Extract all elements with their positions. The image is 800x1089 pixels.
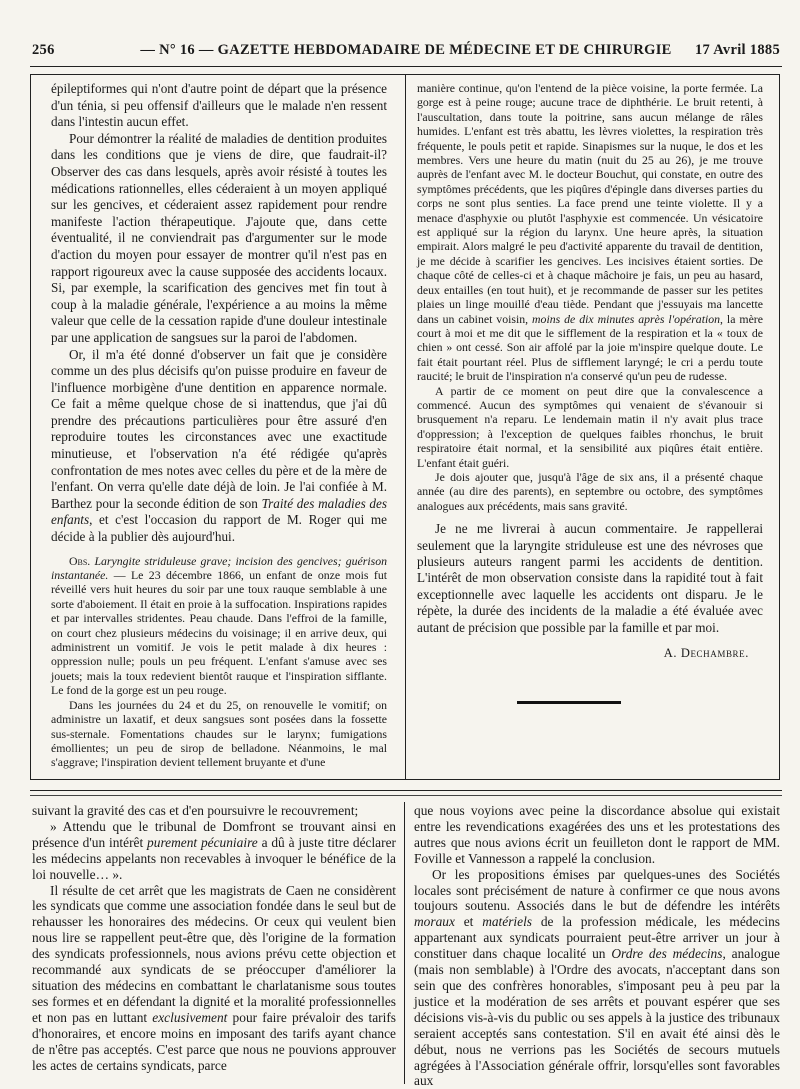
- paragraph-text: Or, il m'a été donné d'observer un fait que je considère comme un des plus décisifs qu'on puisse produire en faveur de l'influence morbigène d'une dentition en apparence normale. Ce fait a même quelque chose de si inattendus, que j'ai dû prendre des précautions particulières pour être assuré d'en reproduire toutes les circonstances avec une exactitude minutieuse, et l'observation n'a été rédigée qu'après confrontation de mes notes avec celles du père et de la mère de l'enfant. On verra qu'elle date déjà de loin. Je l'ai confiée à M. Barthez pour la seconde édition de son: [51, 346, 387, 511]
- emphasis: exclusivement: [152, 1009, 228, 1025]
- obs-title: Laryngite striduleuse grave; incision des gencives; guérison instantanée.: [51, 553, 387, 583]
- paragraph-text: , la mère court à moi et me dit que le sifflement de la respiration et la « toux de chien » ont cessé. Son air affolé par la joie m'inspire quelque doute. Le fait était pourtant réel. Plus de sifflement laryngé; le cri a perdu toute raucité; le bruit de l'inspiration n'a conservé qu'un peu de rudesse.: [417, 311, 763, 384]
- obs-text: — Le 23 décembre 1866, un enfant de onze mois fut réveillé vers huit heures du soir par une toux rauque semblable à une sorte d'aboiement. Il était en proie à la suffocation. Inspirations rapides et par intervalles stridentes. Peau chaude. Dans l'effroi de la famille, on court chez plusieurs médecins du voisinage; il en arrive deux, qui administrent un vomitif. Je vois le petit malade à dix heures : oppression nulle; pouls un peu fréquent. L'enfant s'amuse avec ses jouets; mais la toux redevient bientôt rauque et l'inspiration sifflante. Le fond de la gorge est un peu rouge.: [51, 568, 387, 698]
- paragraph: [32, 819, 396, 883]
- observation-paragraph: [417, 81, 763, 384]
- paragraph-text: pour faire prévaloir des tarifs d'honoraires, et encore moins en imposant des tarifs ayant chance de n'être pas acceptés. C'est parce que nous ne pouvions approuver les actes de certains syndicats, parce: [32, 1009, 396, 1073]
- paragraph: que nous voyions avec peine la discordance absolue qui existait entre les revendications exagérées des uns et les protestations des autres que nous avions écrit un feuilleton dont le rapport de MM. Foville et Vannesson a rappelé la conclusion.: [414, 803, 780, 866]
- article-end-rule: [517, 701, 621, 704]
- paragraph-text: , analogue (mais non semblable) à l'Ordre des avocats, n'acceptant dans son sein que des confrères honorables, s'imposant peu à peu par la justice et la modération de ses arrêts et pouvant espérer que ses décisions vis-à-vis du public ou ses appels à la justice des tribunaux seraient acceptés sans contestation. S'il en avait été ainsi dès le début, nous ne verrions pas les Sociétés de secours mutuels agrégées à l'Association générale offrir, lorsqu'elles sont favorables aux: [414, 946, 781, 1089]
- paragraph: suivant la gravité des cas et d'en poursuivre le recouvrement;: [32, 803, 359, 818]
- paragraph: épileptiformes qui n'ont d'autre point de départ que la présence d'un ténia, si peu offensif d'ailleurs que le malade n'en ressent dans l'intestin aucun effet.: [51, 81, 387, 130]
- author-signature: [417, 646, 763, 661]
- paragraph-text: Or les propositions émises par quelques-unes des Sociétés locales sont précisément de nature à confirmer ce que nous avons toujours soutenu. Associés dans le but de défendre les intérêts: [414, 866, 780, 914]
- paragraph: Je ne me livrerai à aucun commentaire. Je rappellerai seulement que la laryngite striduleuse est une des névroses que plusieurs auteurs rangent parmi les accidents de dentition. L'intérêt de mon observation consiste dans la rapidité tout à fait exceptionnelle avec laquelle les accidents ont disparu. Je le répète, la durée des incidents de la maladie a été évaluée avec autant de précision que possible par la famille et par moi.: [417, 521, 763, 635]
- spacer: [51, 546, 387, 554]
- paragraph: [414, 867, 780, 1089]
- obs-label: Obs.: [69, 553, 91, 568]
- paragraph-text: de la profession médicale, les médecins appartenant aux syndicats pourraient peut-être arriver un jour à constituer dans chaque localité un: [414, 914, 781, 962]
- column-divider: [405, 75, 406, 779]
- paragraph-text: » Attendu que le tribunal de Domfront se trouvant ainsi en présence d'un intérêt: [32, 818, 396, 850]
- journal-title: — N° 16 — GAZETTE HEBDOMADAIRE DE MÉDECINE ET DE CHIRURGIE: [140, 42, 672, 58]
- header-rule: [30, 66, 782, 67]
- page-number: 256: [32, 42, 55, 58]
- emphasis: moraux: [414, 914, 455, 930]
- feuilleton-left-column: [32, 803, 396, 1073]
- emphasis: moins de dix minutes après l'opération: [532, 311, 721, 326]
- observation-paragraph: Dans les journées du 24 et du 25, on renouvelle le vomitif; on administre un laxatif, et deux sangsues sont posées dans la fossette sus-sternale. Fomentations chaudes sur le larynx; fumigations émollientes; un peu de sirop de belladone. Néanmoins, le mal s'aggrave; l'inspiration devient tellement bruyante et d'une: [51, 697, 387, 770]
- paragraph: [32, 883, 396, 1074]
- feuilleton-right-column: [414, 803, 780, 1089]
- observation-paragraph: Je dois ajouter que, jusqu'à l'âge de six ans, il a présenté chaque année (au dire des parents), en septembre ou octobre, des symptômes analogues aux précédents, mais sans gravité.: [417, 469, 763, 513]
- paragraph-text: a dû à juste titre déclarer les médecins appelants non recevables à invoquer le bénéfice de la loi nouvelle… ».: [32, 834, 396, 882]
- book-title: Traité des maladies des enfants: [51, 495, 387, 528]
- emphasis: purement pécuniaire: [147, 834, 258, 850]
- emphasis: Ordre des médecins: [611, 946, 723, 962]
- article-box: [30, 74, 780, 780]
- column-divider: [404, 802, 405, 1084]
- paragraph-text: manière continue, qu'on l'entend de la pièce voisine, la porte fermée. La gorge est à peine rouge; aucune trace de diphthérie. Le bruit retenti, à l'auscultation, dans toute la poitrine, sans aucun mélange de râles humides. L'enfant est très abattu, les lèvres violettes, la respiration très fréquente, le pouls petit et rapide. Sinapismes sur la nuque, le dos et les membres. Vers une heure du matin (nuit du 25 au 26), je me trouve auprès de l'enfant avec M. le docteur Bouchut, qui constate, en outre des symptômes précédents, que les piqûres d'épingle dans diverses parties du corps ne sont plus senties. La face prend une teinte violette. Il y a menace d'asphyxie ou plutôt l'asphyxie est commencée. Un vésicatoire est appliqué sur la région du larynx. Une heure après, la situation empirait. Alors malgré le peu d'activité apparente du travail de dentition, je me décide à scarifier les gencives. Les incisives étaient sorties. De chaque côté de celles-ci et à chaque mâchoire je fais, un peu au hasard, deux entailles (en tout huit), et je recommande de passer sur les petites plaies un linge mouillé d'eau tiède. Pendant que j'essuyais ma lancette dans un cabinet voisin,: [417, 81, 763, 326]
- observation-paragraph: A partir de ce moment on peut dire que la convalescence a commencé. Aucun des symptômes qui venaient de s'évanouir si brusquement n'a reparu. Le lendemain matin il n'y avait plus trace d'oppression; à l'exception de quelques faibles rhonchus, le bruit respiratoire était normal, et la sensibilité aux piqûres était entière. L'enfant était guéri.: [417, 383, 763, 470]
- article-left-column: [51, 81, 387, 770]
- section-rule-thin: [30, 795, 782, 796]
- emphasis: matériels: [482, 914, 533, 930]
- paragraph: Pour démontrer la réalité de maladies de dentition produites dans les conditions que je viens de dire, que faudrait-il? Observer des cas dans lesquels, après avoir résisté à toutes les médications rationnelles, elles céderaient à un moyen appliqué sur les gencives, et céderaient assez rapidement pour rendre manifeste l'action thérapeutique. J'ajoute que, dans cette éventualité, il ne conviendrait pas d'argumenter sur le mode d'action du moyen pour essayer de montrer qu'il n'est pas en rapport rigoureux avec la cause supposée des accidents locaux. Si, par exemple, la scarification des gencives met fin tout à coup à la maladie générale, l'expérience a au moins la même valeur que celle de la cessation rapide d'une douleur intestinale par une application de sangsues sur la paroi de l'abdomen.: [51, 130, 387, 345]
- spacer: [417, 513, 763, 521]
- paragraph: [51, 347, 387, 546]
- observation-paragraph: [51, 554, 387, 698]
- issue-date: 17 Avril 1885: [695, 42, 780, 58]
- paragraph-text: et: [454, 914, 483, 930]
- signature-text: A. Dechambre.: [663, 646, 749, 661]
- paragraph-text: Il résulte de cet arrêt que les magistrats de Caen ne considèrent les syndicats que comme une association fondée dans le seul but de rehausser les honoraires des médecins. Or ceux qui veulent bien nous lire se rappellent peut-être que, dès l'origine de la formation des syndicats professionnels, nous avions prévu cette objection et recommandé aux syndicats de se préoccuper d'améliorer la situation des médecins en combattant le charlatanisme sous toutes ses formes et en défendant la dignité et la moralité professionnelles et non pas en luttant: [32, 882, 396, 1025]
- paragraph-text: , et c'est l'occasion du rapport de M. Roger qui me décide à la publier dès aujourd'hui.: [51, 512, 387, 545]
- page-header: [32, 42, 780, 66]
- article-right-column: [417, 81, 763, 704]
- section-rule: [30, 790, 782, 791]
